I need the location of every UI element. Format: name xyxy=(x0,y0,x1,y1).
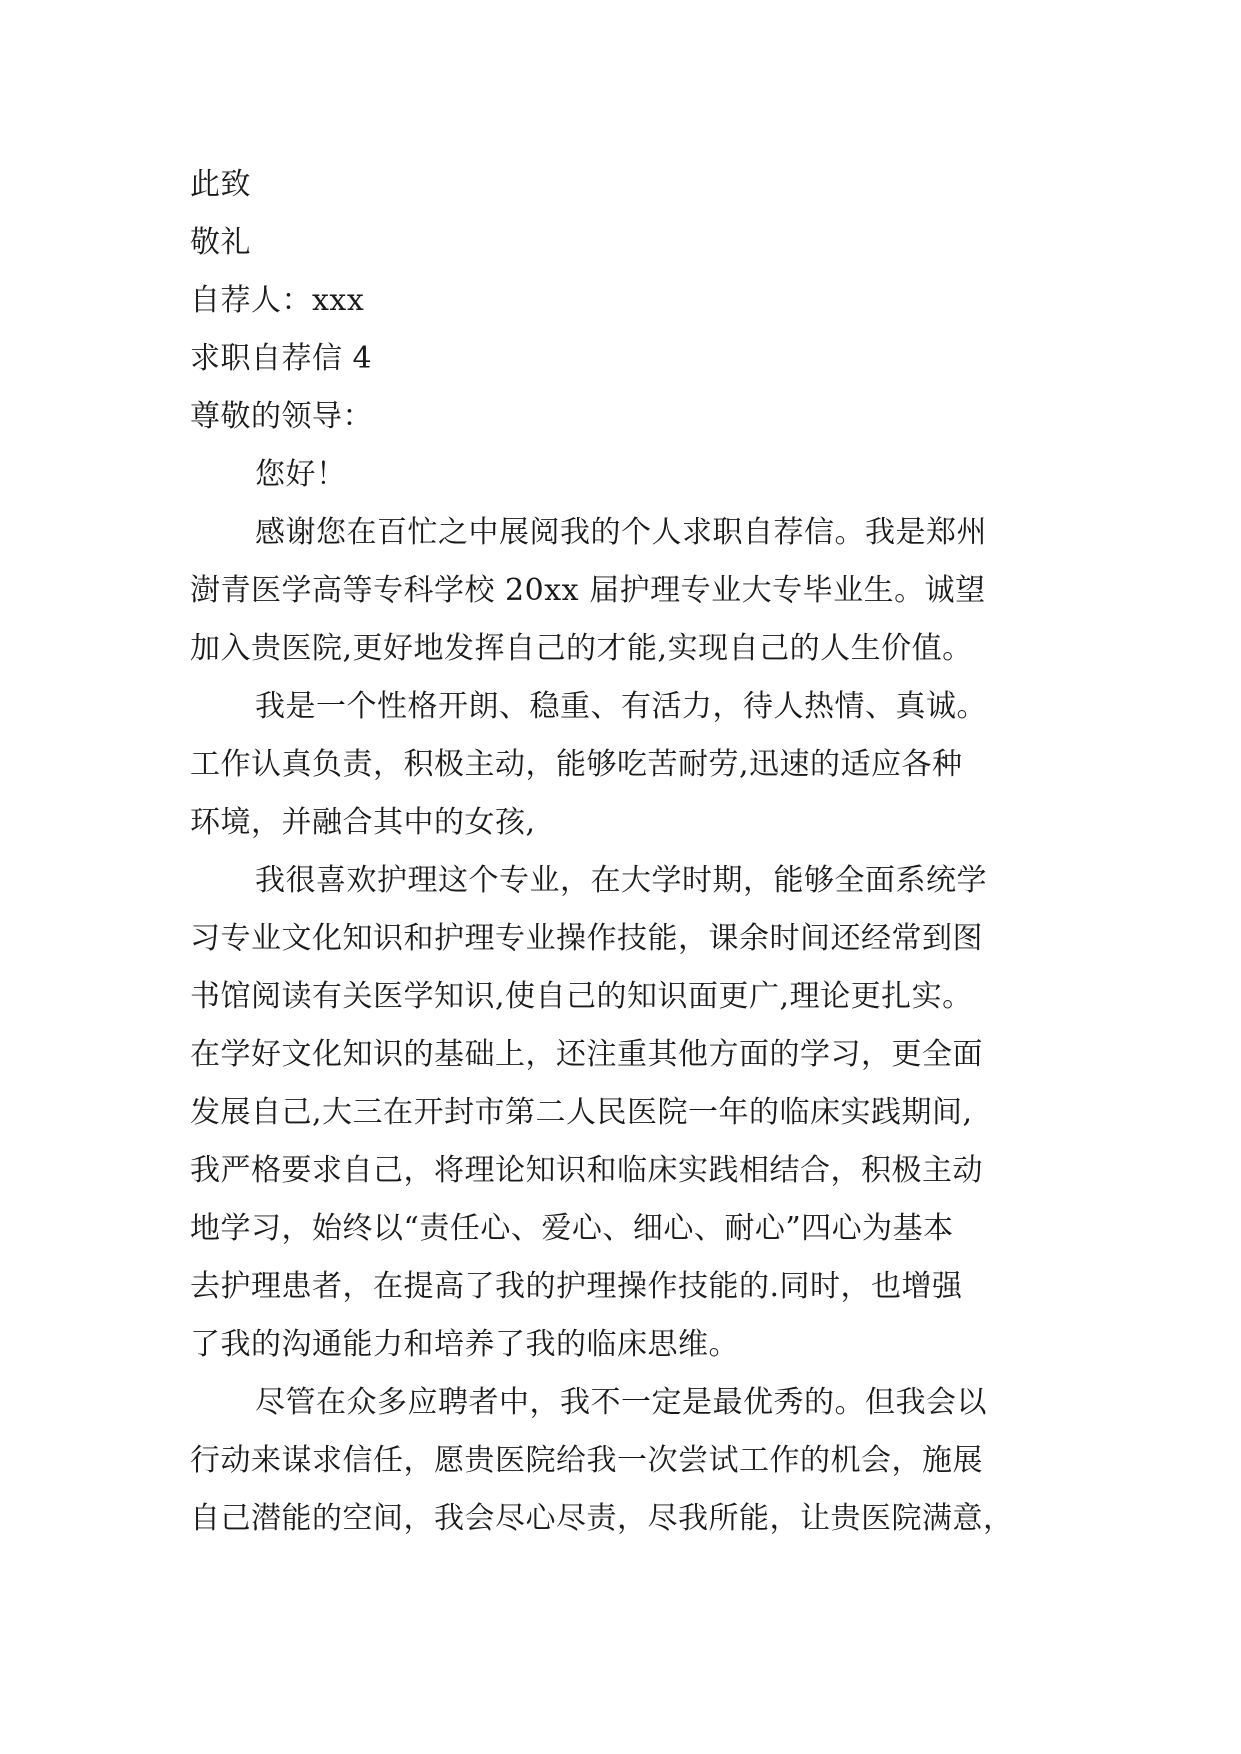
paragraph-line: 书馆阅读有关医学知识,使自己的知识面更广,理论更扎实。 xyxy=(190,979,973,1014)
section-title: 求职自荐信 4 xyxy=(190,341,373,376)
paragraph-line: 澍青医学高等专科学校 20xx 届护理专业大专毕业生。诚望 xyxy=(190,573,986,608)
paragraph-line: 感谢您在百忙之中展阅我的个人求职自荐信。我是郑州 xyxy=(255,515,987,550)
paragraph-line: 在学好文化知识的基础上，还注重其他方面的学习，更全面 xyxy=(190,1037,983,1072)
paragraph-line: 加入贵医院,更好地发挥自己的才能,实现自己的人生价值。 xyxy=(190,631,973,666)
paragraph-line: 我很喜欢护理这个专业，在大学时期，能够全面系统学 xyxy=(255,863,987,898)
paragraph-line: 行动来谋求信任，愿贵医院给我一次尝试工作的机会，施展 xyxy=(190,1443,983,1478)
paragraph-line: 自己潜能的空间，我会尽心尽责，尽我所能，让贵医院满意， xyxy=(190,1501,1014,1536)
paragraph-line: 去护理患者，在提高了我的护理操作技能的.同时，也增强 xyxy=(190,1269,963,1304)
paragraph-line: 环境，并融合其中的女孩, xyxy=(190,805,536,840)
paragraph-line: 我严格要求自己，将理论知识和临床实践相结合，积极主动 xyxy=(190,1153,983,1188)
paragraph-line: 发展自己,大三在开封市第二人民医院一年的临床实践期间, xyxy=(190,1095,973,1130)
paragraph-line: 尽管在众多应聘者中，我不一定是最优秀的。但我会以 xyxy=(255,1385,987,1420)
paragraph-line: 我是一个性格开朗、稳重、有活力，待人热情、真诚。 xyxy=(255,689,987,724)
paragraph-line: 了我的沟通能力和培养了我的临床思维。 xyxy=(190,1327,739,1362)
closing-line-2: 敬礼 xyxy=(190,225,251,260)
paragraph-line: 工作认真负责，积极主动，能够吃苦耐劳,迅速的适应各种 xyxy=(190,747,963,782)
paragraph-line: 地学习，始终以“责任心、爱心、细心、耐心”四心为基本 xyxy=(190,1211,954,1246)
paragraph-line: 习专业文化知识和护理专业操作技能，课余时间还经常到图 xyxy=(190,921,983,956)
salutation: 尊敬的领导： xyxy=(190,399,373,434)
closing-line-1: 此致 xyxy=(190,167,251,202)
greeting: 您好！ xyxy=(255,457,347,492)
signature-line: 自荐人：xxx xyxy=(190,283,365,318)
